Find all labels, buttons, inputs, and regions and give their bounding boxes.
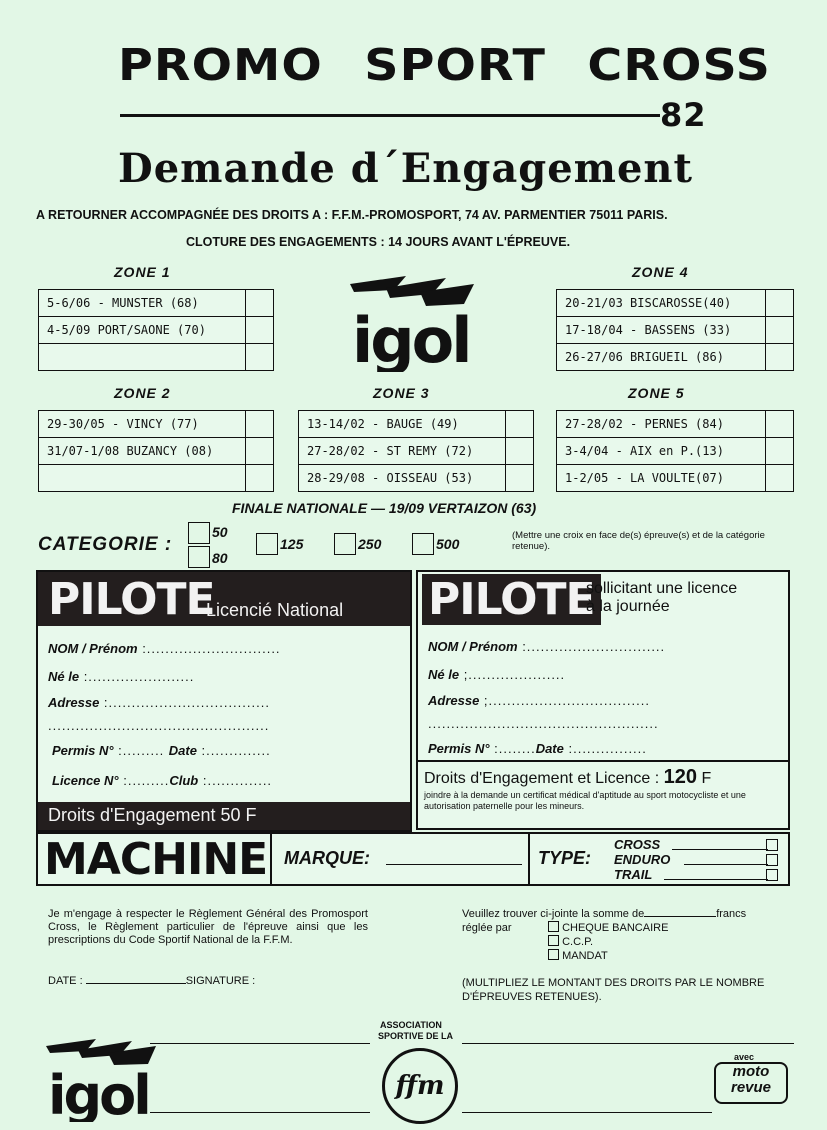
licence-field[interactable] <box>52 772 272 790</box>
nom-field[interactable] <box>48 640 281 658</box>
event-checkbox[interactable] <box>505 411 533 437</box>
asso-line-2: SPORTIVE DE LA <box>378 1031 454 1041</box>
type-label: TYPE: <box>538 848 592 868</box>
cheque-label: CHEQUE BANCAIRE <box>562 922 669 934</box>
zone-1-row <box>39 344 273 370</box>
francs-label: francs <box>716 908 747 920</box>
zone-1-row <box>39 290 273 317</box>
footer-rule-right-2 <box>462 1112 712 1113</box>
type-trail-checkbox[interactable] <box>766 869 778 881</box>
type-enduro-checkbox[interactable] <box>766 854 778 866</box>
droits-licencie-text: Droits d'Engagement 50 F <box>48 805 257 825</box>
nom-label: NOM / Prénom <box>48 641 138 656</box>
licence-dots: :......... <box>118 773 170 788</box>
adresse-field[interactable] <box>48 694 270 712</box>
ccp-label: C.C.P. <box>562 936 594 948</box>
event-checkbox[interactable] <box>765 438 793 464</box>
pilote-journee-panel <box>416 570 790 830</box>
licence-label: Licence N° <box>52 773 119 788</box>
droits-licencie-bar <box>38 802 410 830</box>
date-label: DATE : <box>48 975 83 987</box>
category-125-label: 125 <box>280 536 304 552</box>
zone-4-label: ZONE 4 <box>632 264 689 280</box>
permis-field[interactable] <box>52 742 271 760</box>
ffm-logo <box>382 1048 458 1124</box>
permis-dots: :........ <box>489 741 536 756</box>
event-checkbox[interactable] <box>505 438 533 464</box>
marque-input-line[interactable] <box>386 864 522 865</box>
cheque-checkbox[interactable] <box>548 921 559 932</box>
zone-5-row <box>557 465 793 491</box>
marque-label: MARQUE: <box>284 848 370 868</box>
nom-dots: :............................. <box>137 641 281 656</box>
category-50-checkbox[interactable] <box>188 522 210 544</box>
zone-4-row <box>557 317 793 344</box>
event-text: 28-29/08 - OISSEAU (53) <box>307 471 474 485</box>
zone-5-row <box>557 411 793 438</box>
adresse-label: Adresse <box>48 695 100 710</box>
pilote-licencie-title: PILOTE <box>48 574 215 625</box>
event-checkbox[interactable] <box>245 317 273 343</box>
pilote-journee-subtitle-2: à la journée <box>586 598 670 615</box>
zone-3-table <box>298 410 534 492</box>
club-label: Club <box>169 773 199 788</box>
pilote-journee-title: PILOTE <box>422 574 601 625</box>
ccp-checkbox[interactable] <box>548 935 559 946</box>
event-text: 17-18/04 - BASSENS (33) <box>565 323 732 337</box>
droits-journee-amount: 120 <box>663 766 698 788</box>
payment-option-ccp[interactable] <box>548 935 593 948</box>
club-dots: :.............. <box>198 773 273 788</box>
event-text: 4-5/09 PORT/SAONE (70) <box>47 323 206 337</box>
pilote-licencie-header <box>38 572 410 626</box>
type-enduro-line <box>684 864 768 865</box>
zone-3-row <box>299 465 533 491</box>
nom-field[interactable] <box>428 638 665 656</box>
event-checkbox[interactable] <box>505 465 533 491</box>
journee-divider <box>418 760 788 762</box>
moto-logo-text: moto <box>732 1063 770 1080</box>
type-trail-label: TRAIL <box>614 867 653 882</box>
event-checkbox[interactable] <box>765 465 793 491</box>
amount-input-line[interactable] <box>644 916 716 917</box>
pilote-licencie-panel <box>36 570 412 832</box>
type-enduro-label: ENDURO <box>614 852 671 867</box>
droits-journee-label: Droits d'Engagement et Licence : <box>424 770 660 787</box>
category-500-label: 500 <box>436 536 460 552</box>
droits-journee <box>424 766 711 789</box>
event-text: 26-27/06 BRIGUEIL (86) <box>565 350 724 364</box>
form-title: PROMO SPORT CROSS <box>118 40 771 91</box>
date-label: Date <box>168 743 197 758</box>
footer-rule-right <box>462 1043 794 1044</box>
droits-journee-note: joindre à la demande un certificat médical d'aptitude au sport motocycliste et une autorisation paternelle pour les mineurs. <box>424 790 746 811</box>
category-125-checkbox[interactable] <box>256 533 278 555</box>
date-dots: :.............. <box>196 743 271 758</box>
category-250-label: 250 <box>358 536 382 552</box>
finale-line: FINALE NATIONALE — 19/09 VERTAIZON (63) <box>232 500 537 516</box>
title-rule <box>120 114 660 117</box>
event-text: 1-2/05 - LA VOULTE(07) <box>565 471 724 485</box>
adresse-field[interactable] <box>428 692 650 710</box>
footer-rule-left-2 <box>150 1112 370 1113</box>
mandat-label: MANDAT <box>562 950 608 962</box>
zone-3-label: ZONE 3 <box>373 385 430 401</box>
zone-1-table <box>38 289 274 371</box>
event-text: 31/07-1/08 BUZANCY (08) <box>47 444 214 458</box>
zone-3-row <box>299 411 533 438</box>
permis-label: Permis N° <box>428 741 490 756</box>
igol-logo <box>346 270 478 372</box>
machine-divider-1 <box>270 834 272 884</box>
zone-1-row <box>39 317 273 344</box>
ne-le-field[interactable] <box>428 666 565 684</box>
ne-le-label: Né le <box>48 669 80 684</box>
zone-2-label: ZONE 2 <box>114 385 171 401</box>
closing-notice: CLOTURE DES ENGAGEMENTS : 14 JOURS AVANT L'ÉPREUVE. <box>186 235 571 249</box>
adresse-dots: ;................................... <box>479 693 650 708</box>
zone-4-row <box>557 344 793 370</box>
categorie-note: (Mettre une croix en face de(s) épreuve(s) et de la catégorie retenue). <box>512 530 765 552</box>
permis-dots: :......... <box>113 743 165 758</box>
event-text: 27-28/02 - ST REMY (72) <box>307 444 474 458</box>
event-text: 5-6/06 - MUNSTER (68) <box>47 296 199 310</box>
event-checkbox[interactable] <box>245 411 273 437</box>
event-checkbox[interactable] <box>765 411 793 437</box>
date-dots: :................ <box>563 741 647 756</box>
igol-footer-logo <box>44 1034 160 1122</box>
zone-5-table <box>556 410 794 492</box>
event-text: 3-4/04 - AIX en P.(13) <box>565 444 724 458</box>
event-checkbox[interactable] <box>245 344 273 370</box>
categorie-label: CATEGORIE : <box>38 534 173 555</box>
zone-2-row <box>39 465 273 491</box>
payment-block <box>462 908 746 920</box>
svg-text:igol: igol <box>48 1064 149 1122</box>
zone-2-row <box>39 411 273 438</box>
zone-2-table <box>38 410 274 492</box>
date-input-line[interactable] <box>86 983 186 984</box>
ne-le-dots: ;..................... <box>459 667 566 682</box>
return-address: A RETOURNER ACCOMPAGNÉE DES DROITS A : F.F.M.-PROMOSPORT, 74 AV. PARMENTIER 75011 PARIS. <box>36 208 668 222</box>
event-checkbox[interactable] <box>245 438 273 464</box>
event-checkbox[interactable] <box>245 290 273 316</box>
zone-5-label: ZONE 5 <box>628 385 685 401</box>
type-trail-line <box>664 879 768 880</box>
adresse-line-2[interactable]: ................................................ <box>48 718 270 733</box>
pilote-journee-header <box>418 572 788 626</box>
zone-2-row <box>39 438 273 465</box>
avec-label: avec <box>734 1052 755 1062</box>
permis-field[interactable] <box>428 740 647 758</box>
category-500-checkbox[interactable] <box>412 533 434 555</box>
date-label: Date <box>535 741 564 756</box>
category-50-label: 50 <box>212 524 228 540</box>
droits-journee-unit: F <box>701 770 712 787</box>
machine-divider-2 <box>528 834 530 884</box>
event-text: 20-21/03 BISCAROSSE(40) <box>565 296 732 310</box>
nom-dots: :.............................. <box>517 639 666 654</box>
adresse-dots: :................................... <box>99 695 270 710</box>
event-checkbox[interactable] <box>765 317 793 343</box>
mandat-checkbox[interactable] <box>548 949 559 960</box>
zone-3-row <box>299 438 533 465</box>
zone-4-row <box>557 290 793 317</box>
asso-line-1: ASSOCIATION <box>380 1020 442 1030</box>
event-text: 29-30/05 - VINCY (77) <box>47 417 199 431</box>
moto-revue-logo <box>714 1062 788 1104</box>
payment-option-mandat[interactable] <box>548 949 608 962</box>
nom-label: NOM / Prénom <box>428 639 518 654</box>
event-checkbox[interactable] <box>245 465 273 491</box>
svg-text:igol: igol <box>352 304 470 372</box>
engagement-text: Je m'engage à respecter le Règlement Général des Promosport Cross, le Règlement particulier de l'épreuve ainsi que les prescriptions du Code Sportif National de la F.F.M. <box>48 908 368 946</box>
category-80-checkbox[interactable] <box>188 546 210 568</box>
category-80-label: 80 <box>212 550 228 566</box>
date-signature <box>48 975 255 987</box>
ne-le-dots: :....................... <box>79 669 195 684</box>
event-checkbox[interactable] <box>765 290 793 316</box>
form-subtitle: Demande d´Engagement <box>118 145 693 192</box>
adresse-label: Adresse <box>428 693 480 708</box>
footer-rule-left <box>150 1043 370 1044</box>
event-text: 27-28/02 - PERNES (84) <box>565 417 724 431</box>
zone-4-table <box>556 289 794 371</box>
machine-title: MACHINE <box>44 834 268 885</box>
payment-option-cheque[interactable] <box>548 921 668 934</box>
ne-le-field[interactable] <box>48 668 194 686</box>
ffm-logo-text: ffm <box>395 1071 445 1101</box>
type-cross-line <box>672 849 768 850</box>
event-text: 13-14/02 - BAUGE (49) <box>307 417 459 431</box>
reglee-label: réglée par <box>462 922 512 934</box>
zone-5-row <box>557 438 793 465</box>
igol-footer-graphic <box>44 1034 160 1122</box>
payment-text: Veuillez trouver ci-jointe la somme de <box>462 908 645 920</box>
type-cross-label: CROSS <box>614 837 661 852</box>
adresse-line-2[interactable]: .................................................. <box>428 716 659 731</box>
pilote-journee-subtitle-1: sollicitant une licence <box>586 580 738 597</box>
year-label: 82 <box>660 96 707 134</box>
revue-logo-text: revue <box>730 1079 772 1096</box>
zone-1-label: ZONE 1 <box>114 264 171 280</box>
ne-le-label: Né le <box>428 667 460 682</box>
pilote-licencie-subtitle: Licencié National <box>206 600 344 620</box>
permis-label: Permis N° <box>52 743 114 758</box>
multiply-note: (MULTIPLIEZ LE MONTANT DES DROITS PAR LE NOMBRE D'ÉPREUVES RETENUES). <box>462 977 765 1003</box>
type-cross-checkbox[interactable] <box>766 839 778 851</box>
signature-label: SIGNATURE : <box>185 975 256 987</box>
category-250-checkbox[interactable] <box>334 533 356 555</box>
event-checkbox[interactable] <box>765 344 793 370</box>
igol-logo-graphic <box>346 270 478 372</box>
machine-section <box>36 832 790 886</box>
